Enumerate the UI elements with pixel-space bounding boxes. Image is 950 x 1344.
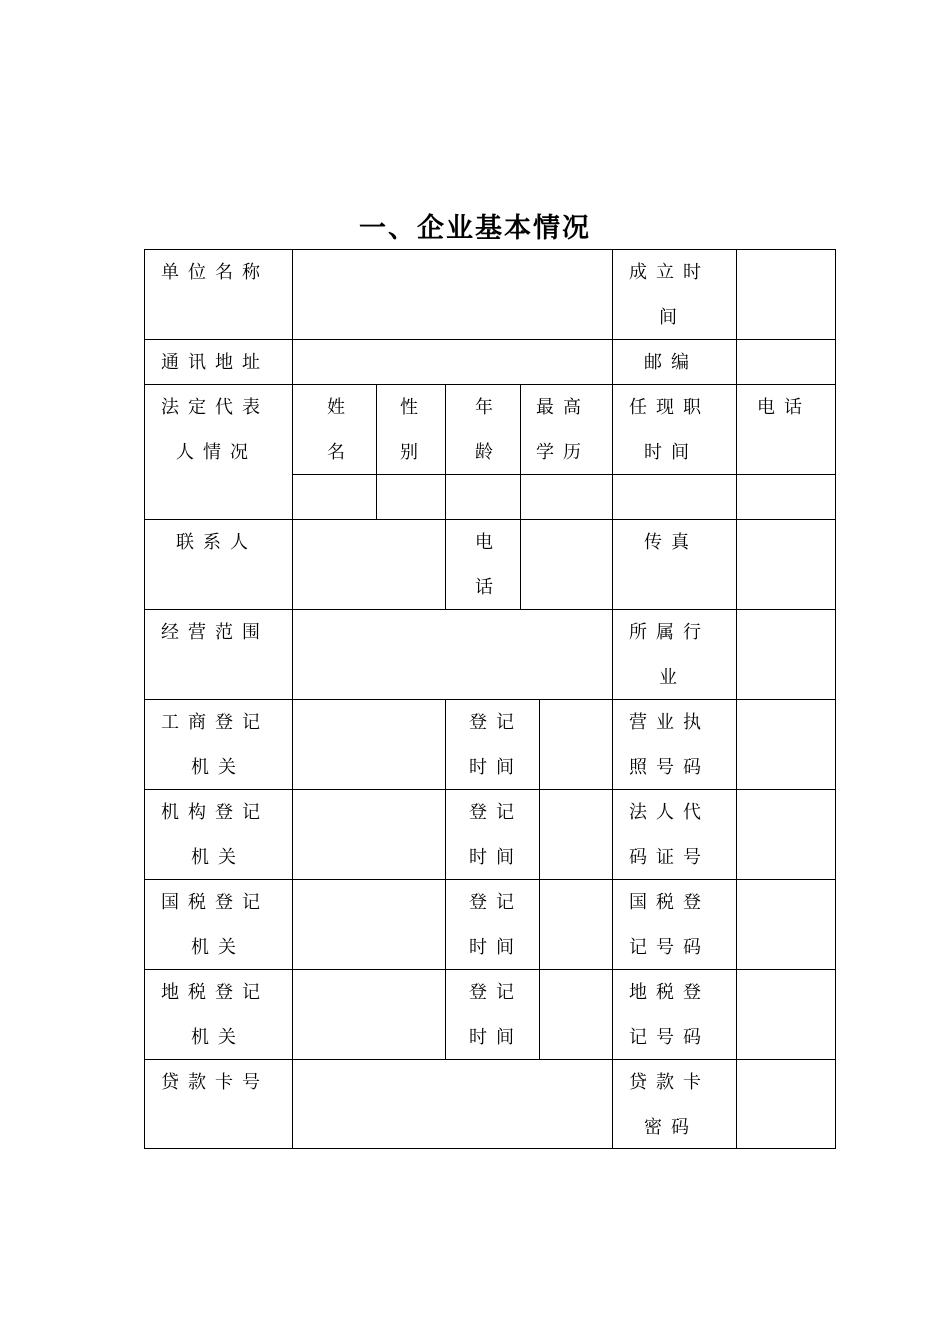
table-outer-border [144,249,836,1149]
national-tax-date-label-line2: 时间 [469,937,523,958]
local-tax-label-line2: 机关 [191,1027,245,1048]
rep-phone-header-label: 电话 [757,397,811,418]
org-reg-date-label-line2: 时间 [469,847,523,868]
loan-card-label: 贷款卡号 [161,1072,269,1093]
address-label: 通讯地址 [161,352,269,373]
national-tax-label-line2: 机关 [191,937,245,958]
rep-gender-header-line1: 性 [400,397,427,418]
industry-reg-label-line1: 工商登记 [161,712,269,733]
org-reg-date-label-line1: 登记 [469,802,523,823]
national-tax-no-label-line2: 记号码 [629,937,710,958]
local-tax-no-label-line1: 地税登 [629,982,710,1003]
page-title: 一、企业基本情况 [359,213,591,244]
legal-code-label-line1: 法人代 [629,802,710,823]
industry-label-line1: 所属行 [629,622,710,643]
org-reg-label-line1: 机构登记 [161,802,269,823]
loan-card-password-label-line1: 贷款卡 [629,1072,710,1093]
legal-rep-label-line2: 人情况 [176,442,257,463]
local-tax-no-label-line2: 记号码 [629,1027,710,1048]
rep-term-header-line2: 时间 [644,442,698,463]
industry-reg-date-label-line2: 时间 [469,757,523,778]
rep-term-header-line1: 任现职 [629,397,710,418]
rep-education-header-line1: 最高 [536,397,590,418]
rep-name-header-line1: 姓 [327,397,354,418]
fax-label: 传真 [644,532,698,553]
founding-date-label-line2: 间 [659,307,686,328]
industry-reg-label-line2: 机关 [191,757,245,778]
contact-phone-label-line2: 话 [475,577,502,598]
local-tax-date-label-line1: 登记 [469,982,523,1003]
legal-rep-label-line1: 法定代表 [161,397,269,418]
local-tax-label-line1: 地税登记 [161,982,269,1003]
company-name-label: 单位名称 [161,262,269,283]
national-tax-label-line1: 国税登记 [161,892,269,913]
founding-date-label-line1: 成立时 [629,262,710,283]
contact-phone-label-line1: 电 [475,532,502,553]
loan-card-password-label-line2: 密码 [644,1117,698,1138]
industry-reg-date-label-line1: 登记 [469,712,523,733]
license-no-label-line2: 照号码 [629,757,710,778]
legal-code-label-line2: 码证号 [629,847,710,868]
rep-gender-header-line2: 别 [400,442,427,463]
postcode-label: 邮编 [644,352,698,373]
rep-age-header-line2: 龄 [475,442,502,463]
org-reg-label-line2: 机关 [191,847,245,868]
industry-label-line2: 业 [659,667,686,688]
rep-name-header-line2: 名 [327,442,354,463]
national-tax-no-label-line1: 国税登 [629,892,710,913]
national-tax-date-label-line1: 登记 [469,892,523,913]
business-scope-label: 经营范围 [161,622,269,643]
local-tax-date-label-line2: 时间 [469,1027,523,1048]
contact-label: 联系人 [176,532,257,553]
rep-age-header-line1: 年 [475,397,502,418]
license-no-label-line1: 营业执 [629,712,710,733]
rep-education-header-line2: 学历 [536,442,590,463]
